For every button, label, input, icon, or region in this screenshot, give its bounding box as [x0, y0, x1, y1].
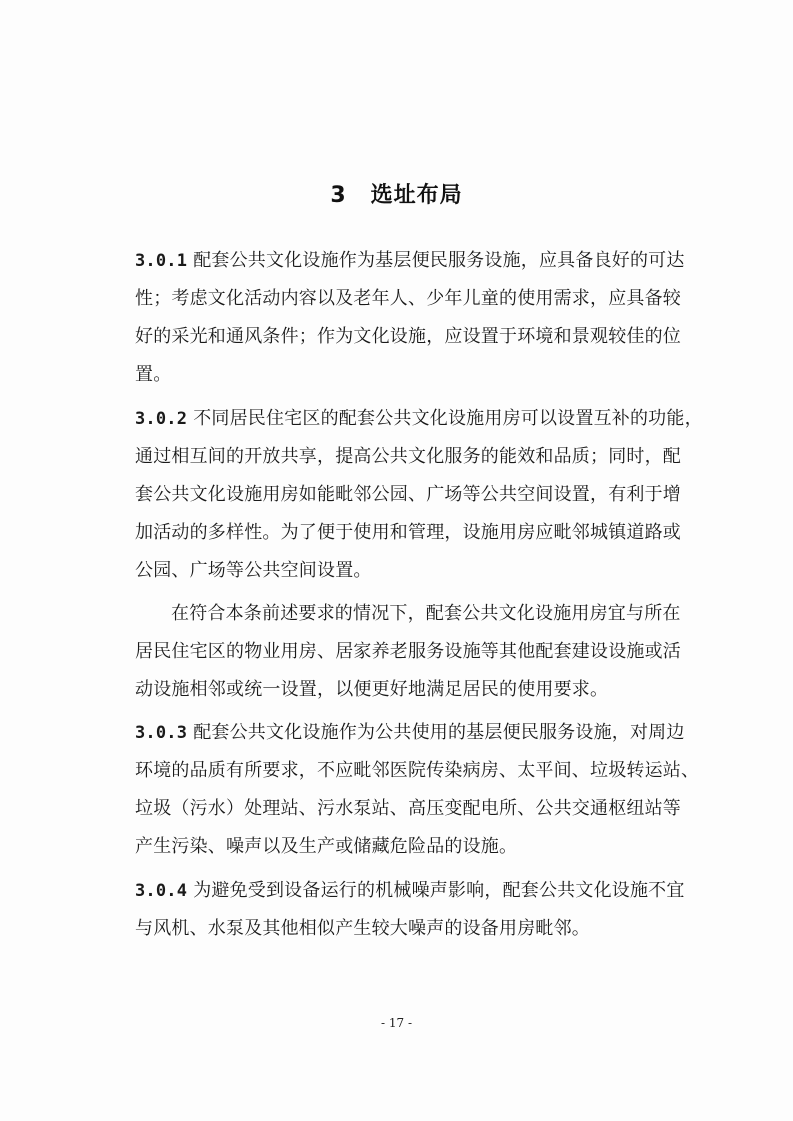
clause-3-0-2-paragraph-2-line-1: 在符合本条前述要求的情况下，配套公共文化设施用房宜与所在	[171, 603, 681, 624]
section-title: 选址布局	[370, 183, 463, 208]
clause-3-0-1-line-1	[135, 246, 685, 272]
clause-3-0-3-line-2: 环境的品质有所要求，不应毗邻医院传染病房、太平间、垃圾转运站、	[135, 760, 700, 781]
clause-3-0-3-line-3: 垃圾（污水）处理站、污水泵站、高压变配电所、公共交通枢纽站等	[135, 798, 681, 819]
clause-3-0-2-line-4: 加活动的多样性。为了便于使用和管理，设施用房应毗邻城镇道路或	[135, 522, 681, 543]
clause-3-0-4-line-2: 与风机、水泵及其他相似产生较大噪声的设备用房毗邻。	[135, 918, 590, 939]
clause-text: 配套公共文化设施作为公共使用的基层便民服务设施，对周边	[193, 722, 685, 743]
clause-number: 3.0.1	[135, 251, 188, 271]
section-number: 3	[330, 183, 347, 208]
clause-3-0-2-line-2: 通过相互间的开放共享，提高公共文化服务的能效和品质；同时，配	[135, 446, 681, 467]
clause-number: 3.0.4	[135, 881, 188, 901]
clause-3-0-1-line-4: 置。	[135, 364, 172, 385]
clause-3-0-1-line-3: 好的采光和通风条件；作为文化设施，应设置于环境和景观较佳的位	[135, 326, 681, 347]
clause-number: 3.0.2	[135, 409, 188, 429]
clause-3-0-2-line-3: 套公共文化设施用房如能毗邻公园、广场等公共空间设置，有利于增	[135, 484, 681, 505]
clause-3-0-1-line-2: 性；考虑文化活动内容以及老年人、少年儿童的使用需求，应具备较	[135, 288, 681, 309]
clause-text: 配套公共文化设施作为基层便民服务设施，应具备良好的可达	[193, 250, 685, 271]
clause-number: 3.0.3	[135, 723, 188, 743]
clause-text: 不同居民住宅区的配套公共文化设施用房可以设置互补的功能，	[193, 408, 703, 429]
clause-3-0-2-paragraph-2-line-2: 居民住宅区的物业用房、居家养老服务设施等其他配套建设设施或活	[135, 641, 681, 662]
section-heading	[0, 178, 793, 209]
clause-3-0-2-line-1	[135, 404, 703, 430]
clause-3-0-4-line-1	[135, 876, 685, 902]
page-number: - 17 -	[380, 1016, 412, 1030]
clause-3-0-2-paragraph-2-line-3: 动设施相邻或统一设置，以便更好地满足居民的使用要求。	[135, 679, 609, 700]
clause-3-0-3-line-1	[135, 718, 685, 744]
clause-3-0-2-line-5: 公园、广场等公共空间设置。	[135, 560, 372, 581]
clause-3-0-3-line-4: 产生污染、噪声以及生产或储藏危险品的设施。	[135, 836, 518, 857]
clause-text: 为避免受到设备运行的机械噪声影响，配套公共文化设施不宜	[193, 880, 685, 901]
